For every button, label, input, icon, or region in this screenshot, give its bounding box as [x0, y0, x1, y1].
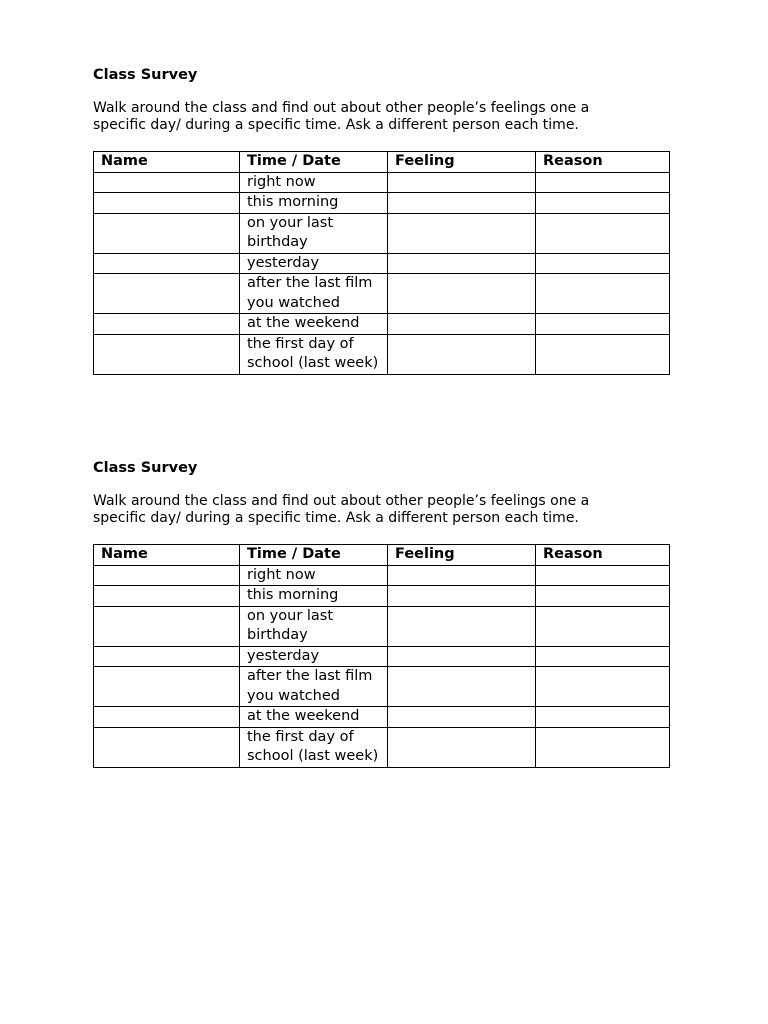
feeling-cell[interactable]: [388, 646, 536, 667]
reason-cell[interactable]: [536, 565, 670, 586]
name-cell[interactable]: [94, 565, 240, 586]
time-date-cell: the first day of school (last week): [240, 727, 388, 767]
feeling-cell[interactable]: [388, 193, 536, 214]
table-row: [94, 606, 670, 646]
table-row: [94, 565, 670, 586]
feeling-cell[interactable]: [388, 213, 536, 253]
feeling-cell[interactable]: [388, 314, 536, 335]
table-row: [94, 213, 670, 253]
time-date-cell: yesterday: [240, 646, 388, 667]
table-row: [94, 586, 670, 607]
time-date-cell: after the last film you watched: [240, 274, 388, 314]
reason-cell[interactable]: [536, 274, 670, 314]
name-cell[interactable]: [94, 586, 240, 607]
reason-cell[interactable]: [536, 667, 670, 707]
table-row: [94, 172, 670, 193]
reason-cell[interactable]: [536, 193, 670, 214]
header-row: [94, 545, 670, 566]
table-row: [94, 193, 670, 214]
reason-cell[interactable]: [536, 727, 670, 767]
survey-instructions: Walk around the class and find out about other people’s feelings one a specific day/ during a specific time. Ask a different person each time.: [93, 493, 590, 526]
survey-section-2: [93, 459, 669, 768]
time-date-cell: after the last film you watched: [240, 667, 388, 707]
header-reason: Reason: [536, 545, 670, 566]
survey-title: Class Survey: [93, 460, 198, 476]
table-row: [94, 253, 670, 274]
reason-cell[interactable]: [536, 606, 670, 646]
feeling-cell[interactable]: [388, 565, 536, 586]
reason-cell[interactable]: [536, 253, 670, 274]
table-row: [94, 667, 670, 707]
reason-cell[interactable]: [536, 213, 670, 253]
reason-cell[interactable]: [536, 586, 670, 607]
time-date-cell: on your last birthday: [240, 213, 388, 253]
time-date-cell: the first day of school (last week): [240, 334, 388, 374]
time-date-cell: right now: [240, 172, 388, 193]
table-row: [94, 274, 670, 314]
header-name: Name: [94, 545, 240, 566]
reason-cell[interactable]: [536, 646, 670, 667]
feeling-cell[interactable]: [388, 606, 536, 646]
header-feeling: Feeling: [388, 545, 536, 566]
table-row: [94, 707, 670, 728]
time-date-cell: yesterday: [240, 253, 388, 274]
feeling-cell[interactable]: [388, 586, 536, 607]
header-name: Name: [94, 152, 240, 173]
name-cell[interactable]: [94, 253, 240, 274]
header-feeling: Feeling: [388, 152, 536, 173]
time-date-cell: at the weekend: [240, 314, 388, 335]
table-row: [94, 314, 670, 335]
name-cell[interactable]: [94, 606, 240, 646]
table-row: [94, 646, 670, 667]
time-date-cell: this morning: [240, 586, 388, 607]
time-date-cell: right now: [240, 565, 388, 586]
name-cell[interactable]: [94, 172, 240, 193]
name-cell[interactable]: [94, 707, 240, 728]
time-date-cell: on your last birthday: [240, 606, 388, 646]
reason-cell[interactable]: [536, 314, 670, 335]
header-time-date: Time / Date: [240, 545, 388, 566]
name-cell[interactable]: [94, 213, 240, 253]
survey-section-1: [93, 66, 669, 375]
feeling-cell[interactable]: [388, 253, 536, 274]
header-row: [94, 152, 670, 173]
name-cell[interactable]: [94, 646, 240, 667]
feeling-cell[interactable]: [388, 172, 536, 193]
time-date-cell: this morning: [240, 193, 388, 214]
name-cell[interactable]: [94, 193, 240, 214]
time-date-cell: at the weekend: [240, 707, 388, 728]
feeling-cell[interactable]: [388, 707, 536, 728]
feeling-cell[interactable]: [388, 667, 536, 707]
survey-table: [93, 151, 670, 375]
survey-table: [93, 544, 670, 768]
name-cell[interactable]: [94, 667, 240, 707]
reason-cell[interactable]: [536, 707, 670, 728]
survey-instructions: Walk around the class and find out about other people’s feelings one a specific day/ during a specific time. Ask a different person each time.: [93, 100, 590, 133]
table-row: [94, 334, 670, 374]
feeling-cell[interactable]: [388, 727, 536, 767]
reason-cell[interactable]: [536, 334, 670, 374]
survey-title: Class Survey: [93, 67, 198, 83]
reason-cell[interactable]: [536, 172, 670, 193]
header-time-date: Time / Date: [240, 152, 388, 173]
header-reason: Reason: [536, 152, 670, 173]
name-cell[interactable]: [94, 274, 240, 314]
name-cell[interactable]: [94, 334, 240, 374]
feeling-cell[interactable]: [388, 334, 536, 374]
name-cell[interactable]: [94, 314, 240, 335]
table-row: [94, 727, 670, 767]
name-cell[interactable]: [94, 727, 240, 767]
feeling-cell[interactable]: [388, 274, 536, 314]
